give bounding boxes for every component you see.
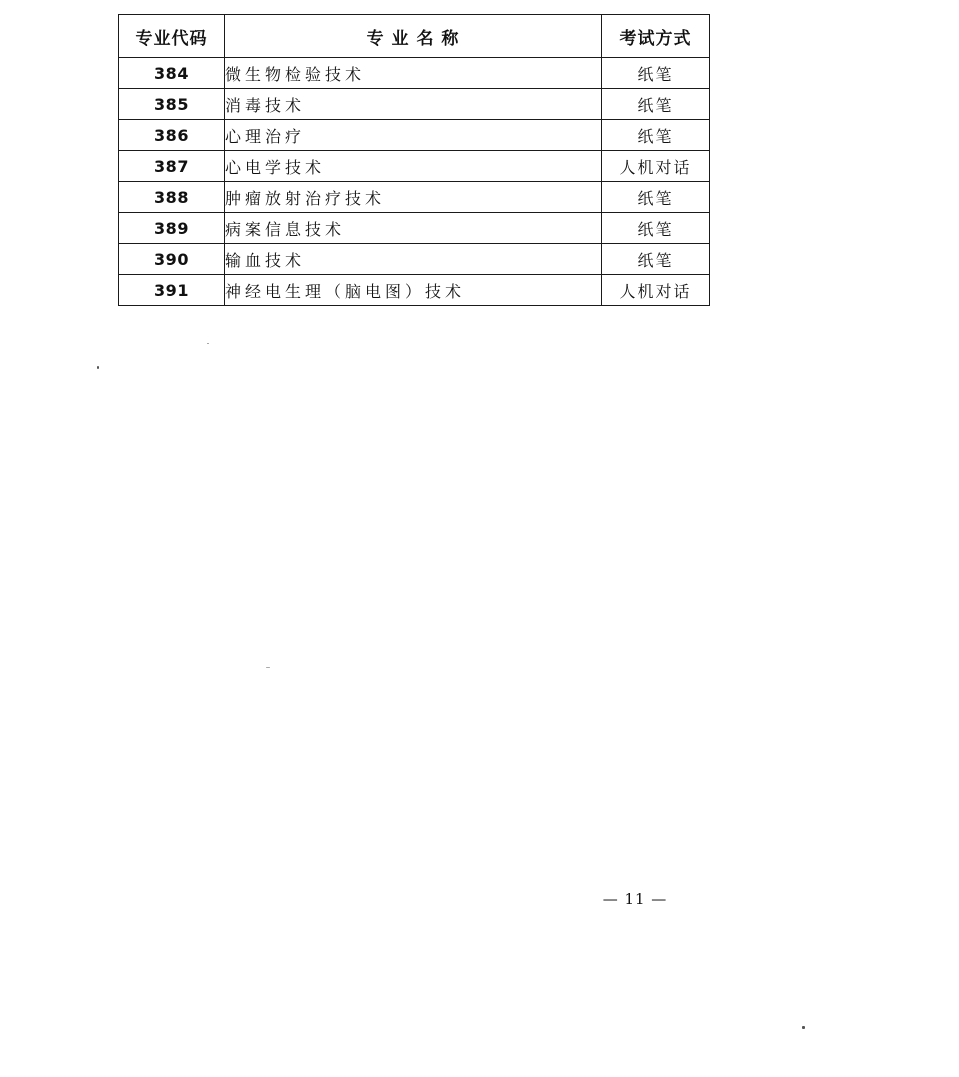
table-row (119, 244, 710, 275)
scan-speck (802, 1026, 805, 1029)
major-code: 388 (119, 182, 225, 213)
majors-table (118, 14, 710, 306)
major-code: 386 (119, 120, 225, 151)
table-row (119, 89, 710, 120)
table-row (119, 120, 710, 151)
exam-mode: 人机对话 (602, 275, 710, 306)
header-exam-mode: 考试方式 (602, 15, 710, 58)
exam-mode: 纸笔 (602, 182, 710, 213)
major-name: 输血技术 (225, 244, 602, 275)
table-header-row (119, 15, 710, 58)
table-row (119, 182, 710, 213)
major-name: 消毒技术 (225, 89, 602, 120)
exam-mode: 纸笔 (602, 58, 710, 89)
scan-speck (266, 667, 270, 668)
major-code: 390 (119, 244, 225, 275)
table-row (119, 58, 710, 89)
table-row (119, 213, 710, 244)
major-name: 肿瘤放射治疗技术 (225, 182, 602, 213)
major-code: 385 (119, 89, 225, 120)
table-row (119, 275, 710, 306)
exam-mode: 人机对话 (602, 151, 710, 182)
exam-mode: 纸笔 (602, 213, 710, 244)
header-major-code: 专业代码 (119, 15, 225, 58)
scan-speck (97, 366, 99, 369)
exam-mode: 纸笔 (602, 244, 710, 275)
scan-speck (207, 343, 209, 344)
major-name: 心理治疗 (225, 120, 602, 151)
major-code: 389 (119, 213, 225, 244)
exam-mode: 纸笔 (602, 89, 710, 120)
major-name: 心电学技术 (225, 151, 602, 182)
major-code: 384 (119, 58, 225, 89)
majors-table-container (118, 14, 706, 306)
exam-mode: 纸笔 (602, 120, 710, 151)
table-row (119, 151, 710, 182)
header-major-name: 专 业 名 称 (225, 15, 602, 58)
major-name: 微生物检验技术 (225, 58, 602, 89)
major-name: 病案信息技术 (225, 213, 602, 244)
major-code: 391 (119, 275, 225, 306)
page-number: — 11 — (602, 890, 668, 908)
major-name: 神经电生理（脑电图）技术 (225, 275, 602, 306)
major-code: 387 (119, 151, 225, 182)
